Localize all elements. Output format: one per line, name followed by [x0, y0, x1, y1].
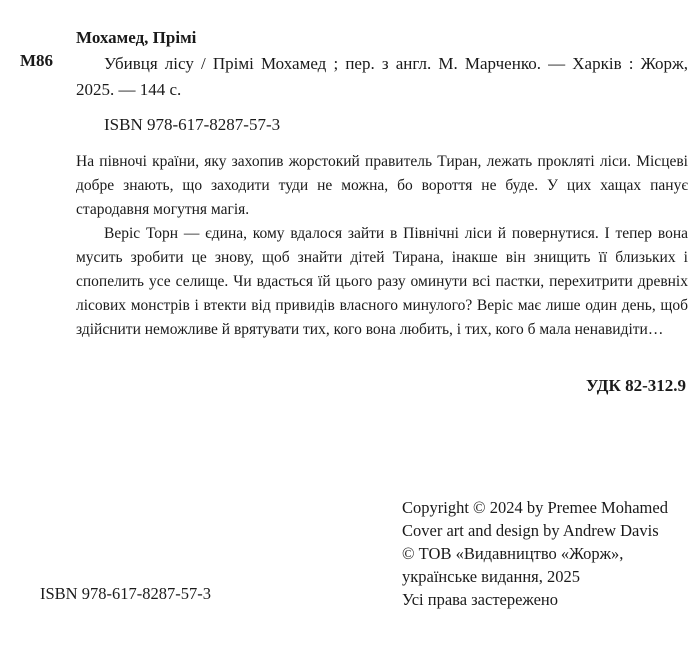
annotation-paragraph-1: На півночі країни, яку захопив жорстокий правитель Тиран, лежать прокляті ліси. Місцеві добре знають, що заходити туди не можна, бо вороття не буде. У цих хащах панує стародавня могутня магія. — [76, 153, 688, 218]
isbn-bottom: ISBN 978-617-8287-57-3 — [40, 584, 211, 603]
rights-line: Усі права застережено — [402, 590, 559, 609]
bibliographic-record: Убивця лісу / Прімі Мохамед ; пер. з англ. М. Марченко. — Харків : Жорж, 2025. — 144 с. — [76, 54, 688, 99]
cover-credit-line: Cover art and design by Andrew Davis — [402, 521, 659, 540]
author-sign-code: М86 — [20, 51, 54, 70]
copyright-line: Copyright © 2024 by Premee Mohamed — [402, 498, 668, 517]
annotation-paragraph-2: Веріс Торн — єдина, кому вдалося зайти в Північні ліси й повернутися. І тепер вона мусить зробити це знову, щоб знайти дітей Тирана, інакше він знищить її близьких і спопелить усе селище. Чи вдасться їй цього разу оминути всі пастки, перехитрити древніх лісових монстрів і втекти від привидів власного минулого? Веріс має лише один день, щоб здійснити неможливе й врятувати тих, кого вона любить, і тих, кого б мала ненавидіти… — [76, 225, 688, 338]
author-heading: Мохамед, Прімі — [76, 28, 197, 47]
annotation-block — [76, 150, 688, 342]
copyright-block — [402, 496, 668, 611]
edition-line: українське видання, 2025 — [402, 567, 580, 586]
udk-code: УДК 82-312.9 — [586, 376, 686, 395]
isbn-top: ISBN 978-617-8287-57-3 — [104, 115, 281, 134]
publisher-line: © ТОВ «Видавництво «Жорж», — [402, 544, 624, 563]
